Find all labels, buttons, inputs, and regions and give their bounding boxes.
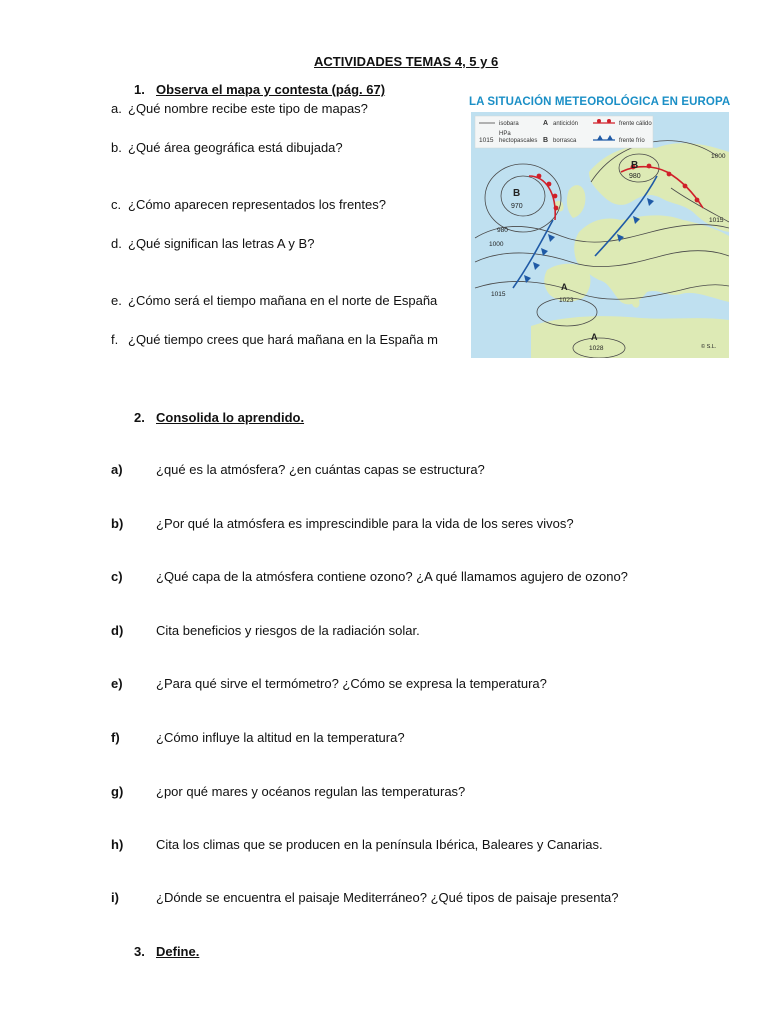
- question-2c: c) ¿Qué capa de la atmósfera contiene ozono? ¿A qué llamamos agujero de ozono?: [111, 569, 628, 584]
- question-2g: g) ¿por qué mares y océanos regulan las temperaturas?: [111, 784, 466, 799]
- svg-text:1015: 1015: [709, 217, 724, 224]
- svg-text:B: B: [513, 188, 521, 199]
- svg-text:B: B: [543, 137, 549, 144]
- question-1e: e. ¿Cómo será el tiempo mañana en el norte de España: [111, 293, 438, 308]
- svg-text:1000: 1000: [711, 153, 726, 160]
- svg-text:980: 980: [497, 227, 508, 234]
- svg-text:HPa: HPa: [499, 131, 511, 137]
- svg-text:A: A: [561, 282, 568, 292]
- section-1-number: 1.: [134, 82, 145, 97]
- svg-text:1000: 1000: [489, 241, 504, 248]
- svg-text:frente frío: frente frío: [619, 138, 645, 144]
- question-2i: i) ¿Dónde se encuentra el paisaje Mediterráneo? ¿Qué tipos de paisaje presenta?: [111, 890, 619, 905]
- question-2f: f) ¿Cómo influye la altitud en la temperatura?: [111, 730, 405, 745]
- svg-text:1028: 1028: [589, 345, 604, 352]
- section-3-label: Define.: [156, 944, 200, 959]
- map-legend: [475, 116, 653, 148]
- svg-text:980: 980: [629, 173, 641, 180]
- section-1-label: Observa el mapa y contesta (pág. 67): [156, 82, 386, 97]
- section-1-heading: [134, 82, 385, 97]
- svg-text:1015: 1015: [491, 291, 506, 298]
- section-2-heading: [134, 410, 304, 425]
- question-1d: d. ¿Qué significan las letras A y B?: [111, 236, 315, 251]
- svg-text:© S.L.: © S.L.: [701, 344, 717, 350]
- svg-text:anticiclón: anticiclón: [553, 121, 579, 127]
- question-2b: b) ¿Por qué la atmósfera es imprescindible para la vida de los seres vivos?: [111, 516, 574, 531]
- weather-map: [471, 112, 729, 358]
- section-3-heading: [134, 944, 199, 959]
- svg-text:isobara: isobara: [499, 121, 519, 127]
- svg-text:A: A: [591, 332, 598, 342]
- question-1b: b. ¿Qué área geográfica está dibujada?: [111, 140, 343, 155]
- map-land-africa: [531, 316, 729, 358]
- svg-text:1023: 1023: [559, 297, 574, 304]
- svg-text:B: B: [631, 160, 639, 171]
- svg-text:970: 970: [511, 203, 523, 210]
- svg-text:frente cálido: frente cálido: [619, 121, 652, 127]
- question-2h: h) Cita los climas que se producen en la península Ibérica, Baleares y Canarias.: [111, 837, 603, 852]
- question-2d: d) Cita beneficios y riesgos de la radiación solar.: [111, 623, 420, 638]
- svg-text:hectopascales: hectopascales: [499, 138, 538, 144]
- question-2e: e) ¿Para qué sirve el termómetro? ¿Cómo se expresa la temperatura?: [111, 676, 547, 691]
- weather-map-figure: [469, 96, 729, 358]
- section-2-label: Consolida lo aprendido.: [156, 410, 305, 425]
- map-title: LA SITUACIÓN METEOROLÓGICA EN EUROPA: [469, 96, 731, 108]
- section-2-number: 2.: [134, 410, 145, 425]
- svg-text:1015: 1015: [479, 137, 494, 144]
- page-title: ACTIVIDADES TEMAS 4, 5 y 6: [314, 54, 499, 69]
- question-1a: a. ¿Qué nombre recibe este tipo de mapas?: [111, 101, 368, 116]
- question-2a: a) ¿qué es la atmósfera? ¿en cuántas capas se estructura?: [111, 462, 485, 477]
- svg-text:borrasca: borrasca: [553, 138, 577, 144]
- section-3-number: 3.: [134, 944, 145, 959]
- question-1c: c. ¿Cómo aparecen representados los frentes?: [111, 197, 386, 212]
- question-1f: f. ¿Qué tiempo crees que hará mañana en la España m: [111, 332, 439, 347]
- svg-text:A: A: [543, 120, 549, 127]
